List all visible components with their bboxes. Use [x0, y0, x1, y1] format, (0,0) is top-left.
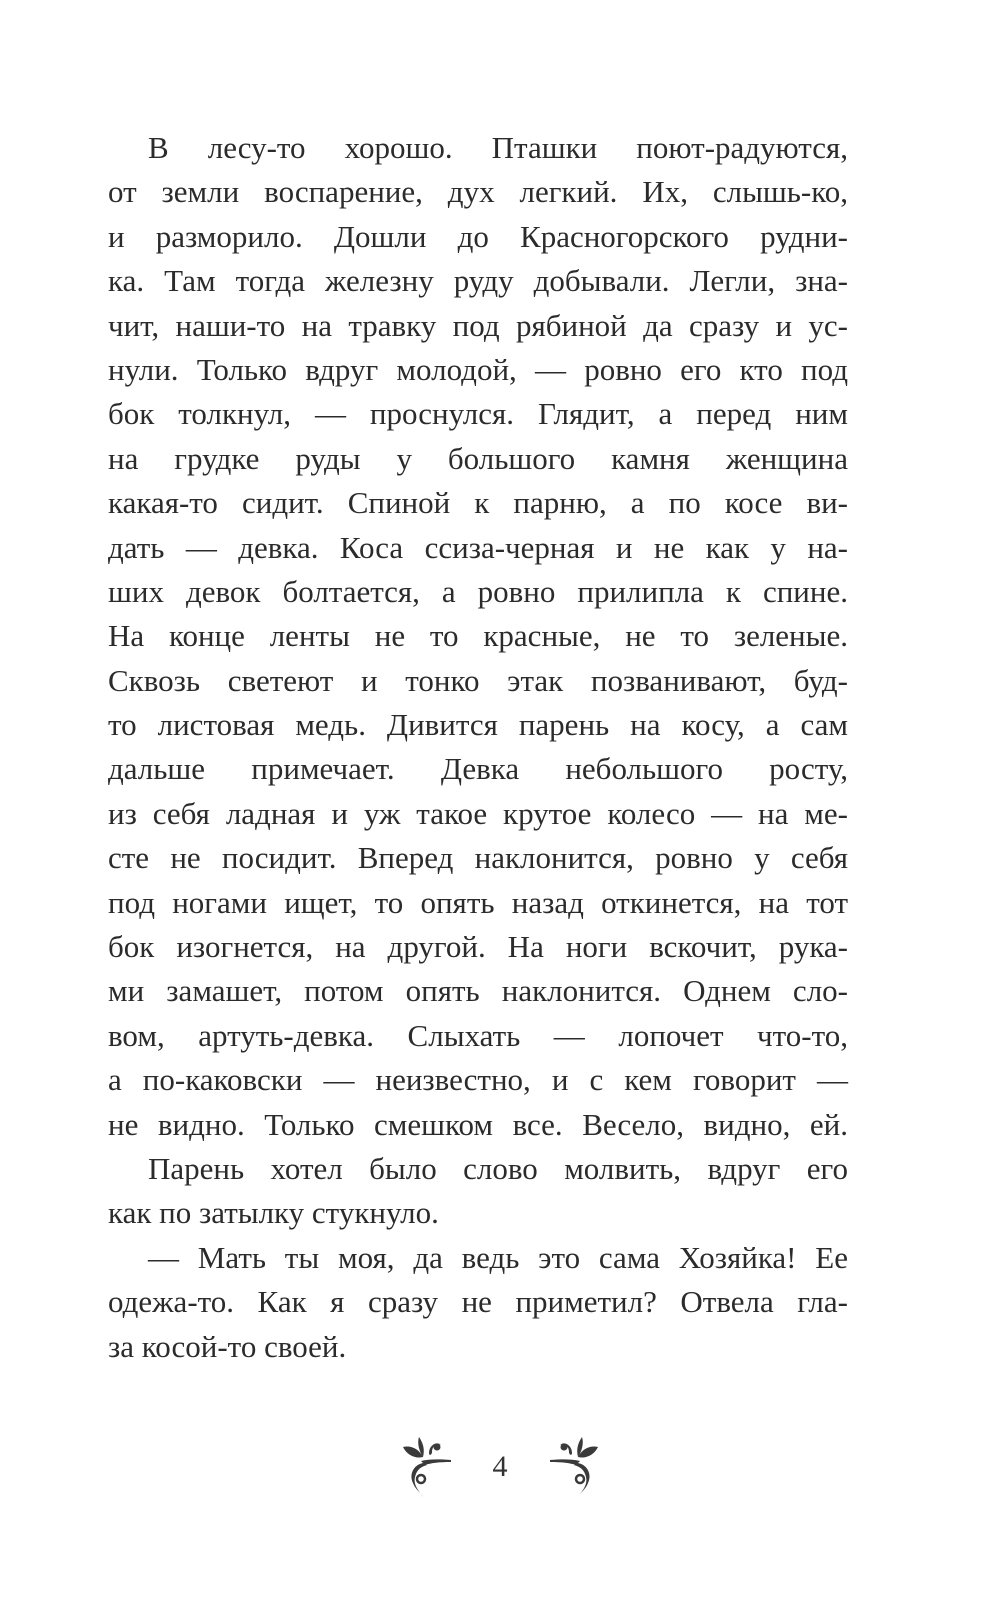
- text-line: ших девок болтается, а ровно прилипла к спине.: [108, 573, 848, 609]
- text-line: Парень хотел было слово молвить, вдруг его: [148, 1150, 848, 1186]
- text-line: нули. Только вдруг молодой, — ровно его кто под: [108, 351, 848, 387]
- text-line: под ногами ищет, то опять назад откинется, на тот: [108, 884, 848, 920]
- text-line: Сквозь светеют и тонко этак позванивают, буд-: [108, 662, 848, 698]
- floral-ornament-icon: [546, 1435, 602, 1499]
- page-footer: [0, 1432, 1000, 1502]
- paragraph-2: [108, 1147, 848, 1236]
- text-line: — Мать ты моя, да ведь это сама Хозяйка! Ее: [148, 1239, 848, 1275]
- text-line: сте не посидит. Вперед наклонится, ровно у себя: [108, 840, 848, 876]
- text-line: дать — девка. Коса ссиза-черная и не как у на-: [108, 529, 848, 565]
- text-line: за косой-то своей.: [108, 1328, 347, 1364]
- floral-ornament-icon: [399, 1435, 455, 1499]
- text-line: от земли воспарение, дух легкий. Их, слышь-ко,: [108, 174, 848, 210]
- text-line: чит, наши-то на травку под рябиной да сразу и ус-: [108, 307, 848, 343]
- text-line: ка. Там тогда железну руду добывали. Легли, зна-: [108, 263, 848, 299]
- text-line: вом, артуть-девка. Слыхать — лопочет что-то,: [108, 1017, 848, 1053]
- text-line: не видно. Только смешком все. Весело, видно, ей.: [108, 1106, 848, 1142]
- text-line: одежа-то. Как я сразу не приметил? Отвела гла-: [108, 1284, 848, 1320]
- page-body: [108, 126, 848, 1369]
- text-line: какая-то сидит. Спиной к парню, а по косе ви-: [108, 485, 848, 521]
- text-line: и разморило. Дошли до Красногорского рудни-: [108, 218, 848, 254]
- text-line: ми замашет, потом опять наклонится. Однем сло-: [108, 973, 848, 1009]
- text-line: бок толкнул, — проснулся. Глядит, а перед ним: [108, 396, 848, 432]
- paragraph-3: [108, 1236, 848, 1369]
- text-line: на грудке руды у большого камня женщина: [108, 440, 848, 476]
- text-line: В лесу-то хорошо. Пташки поют-радуются,: [148, 130, 848, 165]
- text-line: а по-каковски — неизвестно, и с кем говорит —: [108, 1062, 848, 1098]
- page-number: 4: [492, 1450, 508, 1483]
- text-line: бок изогнется, на другой. На ноги вскочит, рука-: [108, 929, 848, 965]
- text-line: то листовая медь. Дивится парень на косу, а сам: [108, 707, 848, 743]
- text-line: как по затылку стукнуло.: [108, 1195, 439, 1231]
- text-line: из себя ладная и уж такое крутое колесо — на ме-: [108, 795, 848, 831]
- text-line: На конце ленты не то красные, не то зеленые.: [108, 618, 848, 654]
- text-line: дальше примечает. Девка небольшого росту,: [108, 751, 848, 787]
- paragraph-1: [108, 126, 848, 1147]
